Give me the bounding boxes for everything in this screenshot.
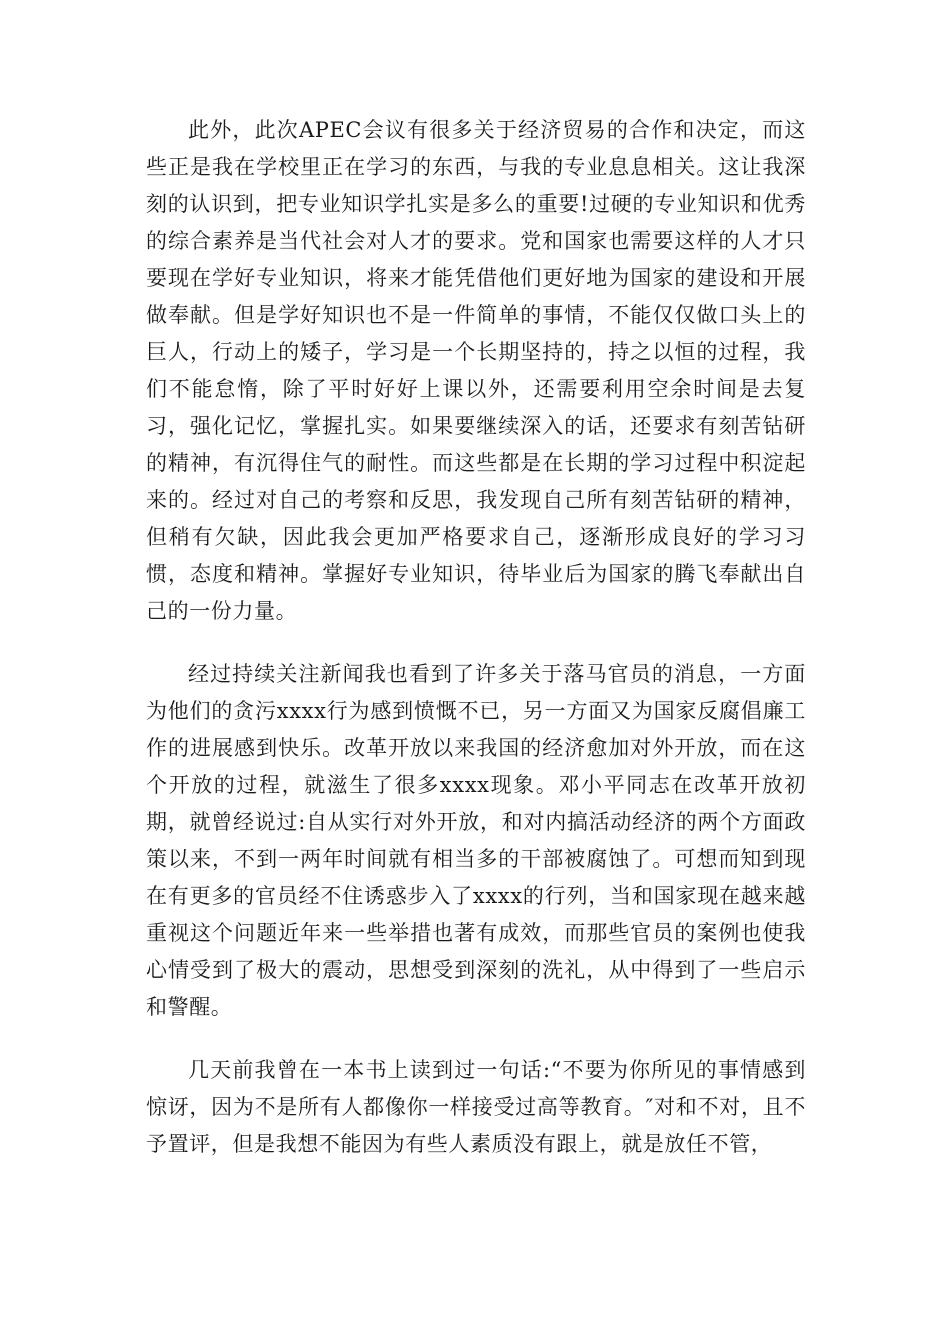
paragraph-apec-study: 此外，此次APEC会议有很多关于经济贸易的合作和决定，而这些正是我在学校里正在学习的东西，与我的专业息息相关。这让我深刻的认识到，把专业知识学扎实是多么的重要!过硬的专业知识和优秀的综合素养是当代社会对人才的要求。党和国家也需要这样的人才只要现在学好专业知识，将来才能凭借他们更好地为国家的建设和开展做奉献。但是学好知识也不是一件简单的事情，不能仅仅做口头上的巨人，行动上的矮子，学习是一个长期坚持的，持之以恒的过程，我们不能怠惰，除了平时好好上课以外，还需要利用空余时间是去复习，强化记忆，掌握扎实。如果要继续深入的话，还要求有刻苦钻研的精神，有沉得住气的耐性。而这些都是在长期的学习过程中积淀起来的。经过对自己的考察和反思，我发现自己所有刻苦钻研的精神，但稍有欠缺，因此我会更加严格要求自己，逐渐形成良好的学习习惯，态度和精神。掌握好专业知识，待毕业后为国家的腾飞奉献出自己的一份力量。 xyxy=(146,118,806,623)
document-body xyxy=(146,112,806,1163)
paragraph-book-quote: 几天前我曾在一本书上读到过一句话:“不要为你所见的事情感到惊讶，因为不是所有人都像你一样接受过高等教育。″对和不对，且不予置评，但是我想不能因为有些人素质没有跟上，就是放任不管， xyxy=(146,1058,806,1156)
paragraph-anti-corruption: 经过持续关注新闻我也看到了许多关于落马官员的消息，一方面为他们的贪污xxxx行为感到愤慨不已，另一方面又为国家反腐倡廉工作的进展感到快乐。改革开放以来我国的经济愈加对外开放，而在这个开放的过程，就滋生了很多xxxx现象。邓小平同志在改革开放初期，就曾经说过:自从实行对外开放，和对内搞活动经济的两个方面政策以来，不到一两年时间就有相当多的干部被腐蚀了。可想而知到现在有更多的官员经不住诱惑步入了xxxx的行列，当和国家现在越来越重视这个问题近年来一些举措也著有成效，而那些官员的案例也使我心情受到了极大的震动，思想受到深刻的洗礼，从中得到了一些启示和警醒。 xyxy=(146,662,806,1019)
